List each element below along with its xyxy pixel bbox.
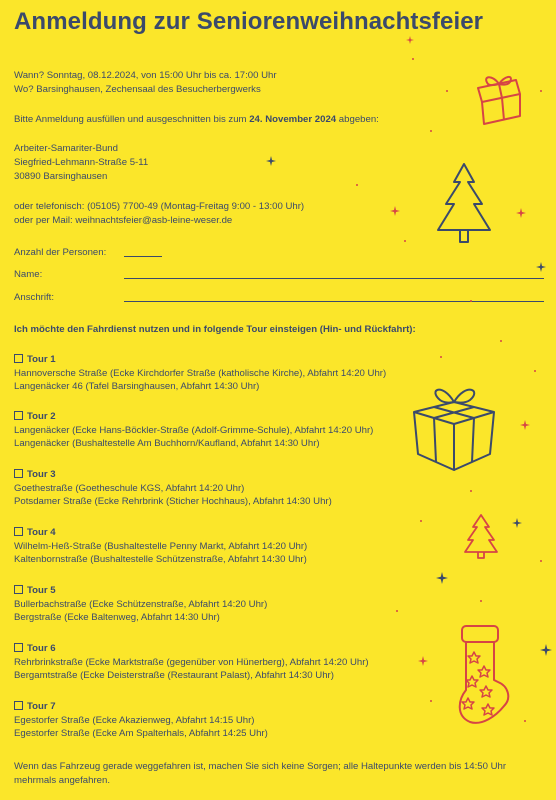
sparkle-dot bbox=[540, 90, 542, 92]
star-icon bbox=[536, 262, 546, 272]
tour-5-label: Tour 5 bbox=[27, 585, 56, 596]
star-icon bbox=[390, 206, 400, 216]
tour-6-stop-2: Bergamtstraße (Ecke Deisterstraße (Restaurant Palast), Abfahrt 14:30 Uhr) bbox=[14, 670, 334, 682]
tour-7-label: Tour 7 bbox=[27, 701, 56, 712]
tour-7-checkbox[interactable] bbox=[14, 701, 23, 710]
sparkle-dot bbox=[534, 370, 536, 372]
footer-line-1: Wenn das Fahrzeug gerade weggefahren ist, machen Sie sich keine Sorgen; alle Haltepunkte werden bis 14:50 Uhr bbox=[14, 761, 507, 772]
sparkle-dot bbox=[420, 520, 422, 522]
sparkle-dot bbox=[470, 300, 472, 302]
tour-2-label: Tour 2 bbox=[27, 411, 56, 422]
address-org: Arbeiter-Samariter-Bund bbox=[14, 143, 118, 154]
tour-4-checkbox[interactable] bbox=[14, 527, 23, 536]
address-field[interactable] bbox=[124, 301, 544, 302]
tour-3-checkbox[interactable] bbox=[14, 469, 23, 478]
star-icon bbox=[406, 36, 414, 44]
sparkle-dot bbox=[540, 560, 542, 562]
instruction-prefix: Bitte Anmeldung ausfüllen und ausgeschnitten bis zum bbox=[14, 114, 250, 125]
tour-2-option[interactable] bbox=[14, 410, 373, 424]
event-where: Wo? Barsinghausen, Zechensaal des Besucherbergwerks bbox=[14, 84, 261, 95]
address-street: Siegfried-Lehmann-Straße 5-11 bbox=[14, 157, 149, 168]
tour-6-stop-1: Rehrbrinkstraße (Ecke Marktstraße (gegenüber von Hünerberg), Abfahrt 14:20 Uhr) bbox=[14, 656, 369, 668]
tour-5-option[interactable] bbox=[14, 584, 267, 598]
tour-2-stop-2: Langenäcker (Bushaltestelle Am Buchhorn/Kaufland, Abfahrt 14:30 Uhr) bbox=[14, 438, 320, 450]
tour-1-option[interactable] bbox=[14, 353, 386, 367]
sparkle-dot bbox=[396, 610, 398, 612]
christmas-tree-icon bbox=[432, 160, 496, 248]
tour-5 bbox=[14, 584, 267, 625]
tour-6-label: Tour 6 bbox=[27, 643, 56, 654]
gift-box-icon bbox=[408, 378, 500, 478]
star-icon bbox=[418, 656, 428, 666]
star-icon bbox=[436, 572, 448, 584]
tour-2 bbox=[14, 410, 373, 451]
sparkle-dot bbox=[404, 240, 406, 242]
address-city: 30890 Barsinghausen bbox=[14, 171, 108, 182]
sparkle-dot bbox=[524, 720, 526, 722]
tour-3 bbox=[14, 468, 332, 509]
tour-7-stop-1: Egestorfer Straße (Ecke Akazienweg, Abfahrt 14:15 Uhr) bbox=[14, 714, 255, 726]
sparkle-dot bbox=[412, 58, 414, 60]
tour-3-stop-2: Potsdamer Straße (Ecke Rehrbrink (Sticher Hochhaus), Abfahrt 14:30 Uhr) bbox=[14, 496, 332, 508]
tour-7-stop-2: Egestorfer Straße (Ecke Am Spalterhals, Abfahrt 14:25 Uhr) bbox=[14, 728, 268, 740]
persons-field[interactable] bbox=[124, 256, 162, 257]
sparkle-dot bbox=[500, 340, 502, 342]
deadline-date: 24. November 2024 bbox=[249, 114, 337, 125]
name-label: Name: bbox=[14, 269, 43, 280]
tour-3-stop-1: Goethestraße (Goetheschule KGS, Abfahrt 14:20 Uhr) bbox=[14, 482, 245, 494]
tour-1-stop-1: Hannoversche Straße (Ecke Kirchdorfer Straße (katholische Kirche), Abfahrt 14:20 Uhr) bbox=[14, 367, 387, 379]
tour-1-stop-2: Langenäcker 46 (Tafel Barsinghausen, Abfahrt 14:30 Uhr) bbox=[14, 381, 260, 393]
tour-6-option[interactable] bbox=[14, 642, 369, 656]
tour-4-label: Tour 4 bbox=[27, 527, 56, 538]
name-field[interactable] bbox=[124, 278, 544, 279]
tour-4-stop-1: Wilhelm-Heß-Straße (Bushaltestelle Penny Markt, Abfahrt 14:20 Uhr) bbox=[14, 540, 308, 552]
tour-6-checkbox[interactable] bbox=[14, 643, 23, 652]
star-icon bbox=[540, 644, 552, 656]
stocking-icon bbox=[448, 620, 520, 732]
tour-5-stop-2: Bergstraße (Ecke Baltenweg, Abfahrt 14:30 Uhr) bbox=[14, 612, 220, 624]
gift-icon bbox=[470, 66, 526, 128]
tour-4 bbox=[14, 526, 307, 567]
star-icon bbox=[516, 208, 526, 218]
phone-info: oder telefonisch: (05105) 7700-49 (Montag-Freitag 9:00 - 13:00 Uhr) bbox=[14, 201, 305, 212]
star-icon bbox=[266, 156, 276, 166]
tour-4-option[interactable] bbox=[14, 526, 307, 540]
tour-4-stop-2: Kaltenbornstraße (Bushaltestelle Schützenstraße, Abfahrt 14:30 Uhr) bbox=[14, 554, 307, 566]
tour-3-label: Tour 3 bbox=[27, 469, 56, 480]
tour-2-stop-1: Langenäcker (Ecke Hans-Böckler-Straße (Adolf-Grimme-Schule), Abfahrt 14:20 Uhr) bbox=[14, 424, 374, 436]
sparkle-dot bbox=[470, 490, 472, 492]
persons-label: Anzahl der Personen: bbox=[14, 247, 107, 258]
tour-5-stop-1: Bullerbachstraße (Ecke Schützenstraße, Abfahrt 14:20 Uhr) bbox=[14, 598, 268, 610]
page-title: Anmeldung zur Seniorenweihnachtsfeier bbox=[14, 8, 484, 35]
tour-1 bbox=[14, 353, 386, 394]
star-icon bbox=[512, 518, 522, 528]
tour-3-option[interactable] bbox=[14, 468, 332, 482]
sparkle-dot bbox=[430, 130, 432, 132]
sparkle-dot bbox=[356, 184, 358, 186]
sparkle-dot bbox=[440, 356, 442, 358]
star-icon bbox=[520, 420, 530, 430]
mail-info: oder per Mail: weihnachtsfeier@asb-leine-weser.de bbox=[14, 215, 233, 226]
sparkle-dot bbox=[446, 90, 448, 92]
small-tree-icon bbox=[462, 512, 500, 560]
sparkle-dot bbox=[480, 600, 482, 602]
instruction-suffix: abgeben: bbox=[336, 114, 379, 125]
instruction bbox=[14, 113, 379, 127]
tour-6 bbox=[14, 642, 369, 683]
tour-7 bbox=[14, 700, 268, 741]
footer-line-2: mehrmals angefahren. bbox=[14, 775, 110, 786]
address-label: Anschrift: bbox=[14, 292, 54, 303]
tour-1-label: Tour 1 bbox=[27, 354, 56, 365]
tour-1-checkbox[interactable] bbox=[14, 354, 23, 363]
sparkle-dot bbox=[430, 700, 432, 702]
tour-5-checkbox[interactable] bbox=[14, 585, 23, 594]
event-when: Wann? Sonntag, 08.12.2024, von 15:00 Uhr bis ca. 17:00 Uhr bbox=[14, 70, 277, 81]
tour-7-option[interactable] bbox=[14, 700, 268, 714]
shuttle-intro: Ich möchte den Fahrdienst nutzen und in folgende Tour einsteigen (Hin- und Rückfahrt): bbox=[14, 324, 416, 335]
tour-2-checkbox[interactable] bbox=[14, 411, 23, 420]
